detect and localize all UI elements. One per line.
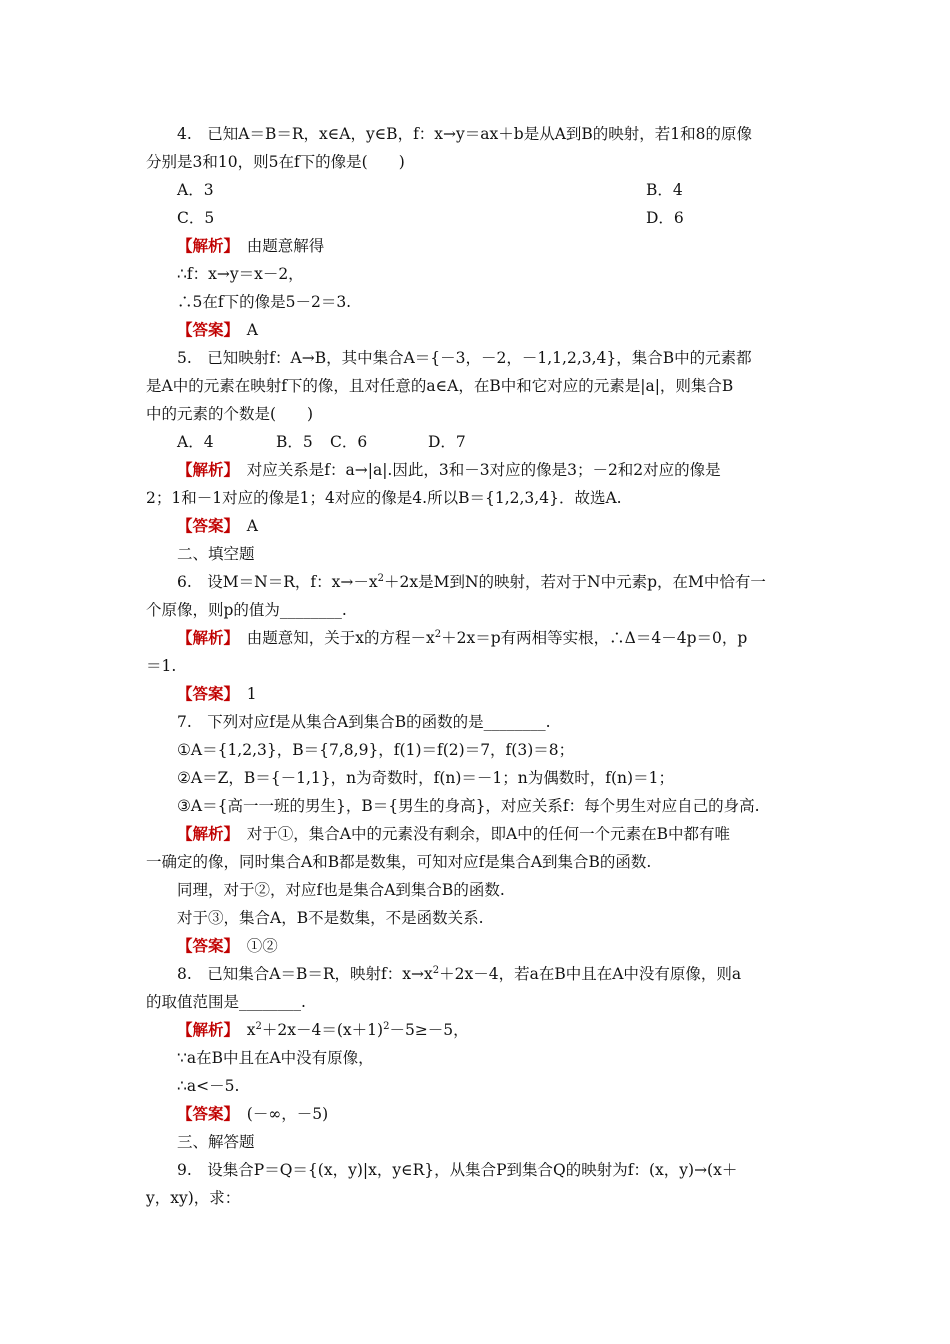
- q8-analysis-line2: ∵a在B中且在A中没有原像，: [177, 1049, 374, 1067]
- analysis-tag: 【解析】: [177, 237, 232, 255]
- q4-answer: A: [246, 321, 258, 339]
- superscript: 2: [434, 628, 442, 640]
- q8-analysis-line3: ∴a<－5.: [177, 1077, 240, 1095]
- q4-stem-line2: 分别是3和10，则5在f下的像是( ): [146, 153, 405, 171]
- q4-option-a: A．3: [177, 181, 214, 199]
- q4-option-b: B．4: [646, 181, 683, 199]
- q7-choice-3: ③A＝{高一一班的男生}，B＝{男生的身高}，对应关系f：每个男生对应自己的身高.: [177, 797, 760, 815]
- q4-analysis-text: 由题意解得: [246, 237, 325, 255]
- q8-analysis-part1: x: [246, 1021, 256, 1039]
- q6-analysis-line1: [177, 628, 747, 648]
- superscript: 2: [255, 1020, 262, 1032]
- section-heading-fill-in: 二、填空题: [177, 545, 255, 563]
- q7-analysis-text: 对于①，集合A中的元素没有剩余，即A中的任何一个元素在B中都有唯: [246, 825, 731, 843]
- q7-analysis-line4: 对于③，集合A，B不是数集，不是函数关系.: [177, 909, 484, 927]
- q7-analysis-line3: 同理，对于②，对应f也是集合A到集合B的函数.: [177, 881, 505, 899]
- q5-answer-line: [177, 516, 258, 536]
- q5-stem-line1: 5. 已知映射f：A→B，其中集合A＝{－3，－2，－1,1,2,3,4}，集合B中的元素都: [177, 349, 752, 367]
- q4-stem-line1: 4. 已知A＝B＝R，x∈A，y∈B，f：x→y＝ax＋b是从A到B的映射，若1和8的原像: [177, 125, 753, 143]
- q4-analysis-line1: [177, 236, 324, 256]
- answer-tag: 【答案】: [177, 1105, 232, 1123]
- q4-option-c: C．5: [177, 209, 215, 227]
- q4-answer-line: [177, 320, 258, 340]
- q8-stem-line2: 的取值范围是________.: [146, 993, 306, 1011]
- q7-analysis-line1: [177, 824, 730, 844]
- q8-stem-line1: [177, 964, 741, 984]
- q5-option-d: D．7: [428, 433, 466, 451]
- answer-tag: 【答案】: [177, 937, 232, 955]
- analysis-tag: 【解析】: [177, 1021, 232, 1039]
- q6-analysis-part2: ＋2x＝p有两相等实根，∴Δ＝4－4p＝0，p: [441, 629, 748, 647]
- q7-analysis-line2: 一确定的像，同时集合A和B都是数集，可知对应f是集合A到集合B的函数.: [146, 853, 652, 871]
- q4-option-d: D．6: [646, 209, 684, 227]
- q8-analysis-part3: －5≥－5，: [389, 1021, 469, 1039]
- q6-stem-part2: ＋2x是M到N的映射，若对于N中元素p，在M中恰有一: [383, 573, 766, 591]
- q7-answer-line: [177, 936, 278, 956]
- q8-answer-line: [177, 1104, 328, 1124]
- q6-stem-line2: 个原像，则p的值为________.: [146, 601, 347, 619]
- q7-stem-line1: 7. 下列对应f是从集合A到集合B的函数的是________.: [177, 713, 551, 731]
- q5-analysis-line1: [177, 460, 721, 480]
- q5-option-a: A．4: [177, 433, 214, 451]
- q7-answer: ①②: [246, 937, 278, 955]
- q8-analysis-part2: ＋2x－4＝(x＋1): [261, 1021, 384, 1039]
- q6-stem-line1: [177, 572, 766, 592]
- superscript: 2: [383, 1020, 390, 1032]
- q8-answer: (－∞，－5): [246, 1105, 329, 1123]
- q8-stem-part1: 8. 已知集合A＝B＝R，映射f：x→x: [177, 965, 433, 983]
- q7-choice-2: ②A＝Z，B＝{－1,1}，n为奇数时，f(n)＝－1；n为偶数时，f(n)＝1；: [177, 769, 674, 787]
- q5-option-b: B．5: [276, 433, 313, 451]
- superscript: 2: [432, 964, 440, 976]
- answer-tag: 【答案】: [177, 321, 232, 339]
- q8-stem-part2: ＋2x－4，若a在B中且在A中没有原像，则a: [439, 965, 742, 983]
- q5-analysis-text: 对应关系是f：a→|a|.因此，3和－3对应的像是3；－2和2对应的像是: [246, 461, 721, 479]
- q5-stem-line2: 是A中的元素在映射f下的像，且对任意的a∈A，在B中和它对应的元素是|a|，则集合B: [146, 377, 734, 395]
- q5-answer: A: [246, 517, 258, 535]
- analysis-tag: 【解析】: [177, 461, 232, 479]
- section-heading-problems: 三、解答题: [177, 1133, 255, 1151]
- answer-tag: 【答案】: [177, 685, 232, 703]
- q6-stem-part1: 6. 设M＝N＝R，f：x→－x: [177, 573, 378, 591]
- q6-analysis-line2: ＝1.: [146, 657, 177, 675]
- q5-analysis-line2: 2；1和－1对应的像是1；4对应的像是4.所以B＝{1,2,3,4}．故选A.: [146, 489, 622, 507]
- q5-option-c: C．6: [330, 433, 368, 451]
- q9-stem-line1: 9. 设集合P＝Q＝{(x，y)|x，y∈R}，从集合P到集合Q的映射为f：(x，y)→(x＋: [177, 1161, 738, 1179]
- answer-tag: 【答案】: [177, 517, 232, 535]
- q5-stem-line3: 中的元素的个数是( ): [146, 405, 314, 423]
- q8-analysis-line1: [177, 1020, 469, 1040]
- q6-analysis-part1: 由题意知，关于x的方程－x: [246, 629, 435, 647]
- q4-analysis-line3: ∴5在f下的像是5－2＝3.: [177, 293, 352, 311]
- superscript: 2: [377, 572, 384, 584]
- q6-answer-line: [177, 684, 257, 704]
- q7-choice-1: ①A＝{1,2,3}，B＝{7,8,9}，f(1)＝f(2)＝7，f(3)＝8；: [177, 741, 575, 759]
- q9-stem-line2: y，xy)，求：: [146, 1189, 241, 1207]
- analysis-tag: 【解析】: [177, 629, 232, 647]
- q4-analysis-line2: ∴f：x→y＝x－2，: [177, 265, 304, 283]
- q6-answer: 1: [246, 685, 257, 703]
- analysis-tag: 【解析】: [177, 825, 232, 843]
